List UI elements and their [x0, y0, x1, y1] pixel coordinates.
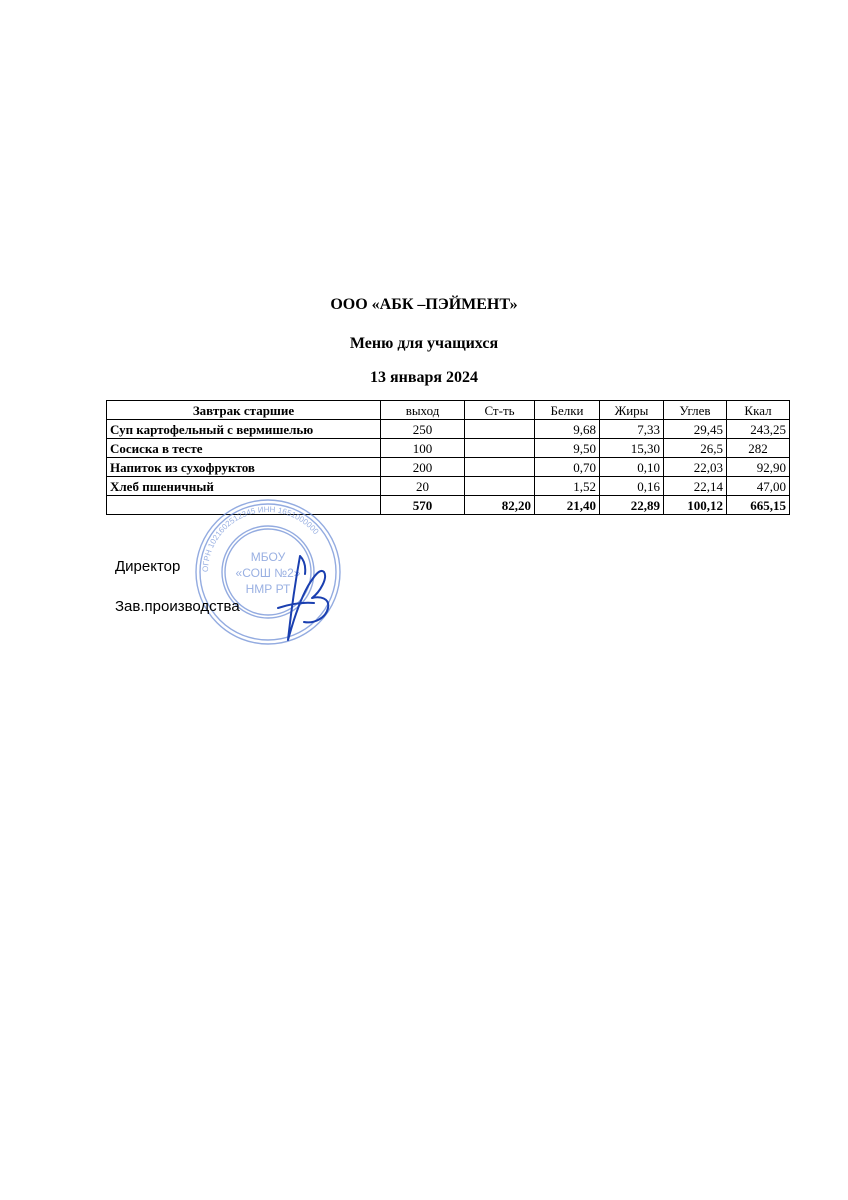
col-header-protein: Белки — [535, 401, 600, 420]
dish-cost — [465, 439, 535, 458]
organization-name: ООО «АБК –ПЭЙМЕНТ» — [330, 296, 518, 313]
col-header-carbs: Углев — [664, 401, 727, 420]
dish-fat: 0,16 — [600, 477, 664, 496]
dish-protein: 9,50 — [535, 439, 600, 458]
total-fat: 22,89 — [600, 496, 664, 515]
dish-kcal: 243,25 — [727, 420, 790, 439]
stamp-inner-line-3: НМР РТ — [245, 582, 291, 596]
production-manager-label: Зав.производства — [115, 598, 240, 615]
total-carbs: 100,12 — [664, 496, 727, 515]
table-row — [107, 420, 790, 439]
dish-kcal: 282 — [727, 439, 790, 458]
dish-cost — [465, 458, 535, 477]
stamp-ring-text: ОГРН 1021602512345 ИНН 1651000000 — [200, 504, 321, 573]
dish-name: Напиток из сухофруктов — [107, 458, 381, 477]
dish-name: Хлеб пшеничный — [107, 477, 381, 496]
dish-name: Сосиска в тесте — [107, 439, 381, 458]
total-cost: 82,20 — [465, 496, 535, 515]
total-kcal: 665,15 — [727, 496, 790, 515]
stamp-inner-line-2: «СОШ №2» — [235, 566, 301, 580]
stamp-inner-line-1: МБОУ — [250, 550, 286, 564]
table-row — [107, 458, 790, 477]
menu-date: 13 января 2024 — [369, 369, 479, 386]
dish-protein: 1,52 — [535, 477, 600, 496]
dish-output: 200 — [381, 458, 465, 477]
table-row — [107, 439, 790, 458]
total-output: 570 — [381, 496, 465, 515]
dish-output: 250 — [381, 420, 465, 439]
col-header-meal: Завтрак старшие — [107, 401, 381, 420]
table-header-row — [107, 401, 790, 420]
dish-fat: 7,33 — [600, 420, 664, 439]
dish-output: 100 — [381, 439, 465, 458]
total-protein: 21,40 — [535, 496, 600, 515]
dish-kcal: 92,90 — [727, 458, 790, 477]
dish-carbs: 26,5 — [664, 439, 727, 458]
dish-cost — [465, 420, 535, 439]
col-header-output: выход — [381, 401, 465, 420]
director-label: Директор — [115, 558, 181, 575]
dish-carbs: 22,14 — [664, 477, 727, 496]
col-header-cost: Ст-ть — [465, 401, 535, 420]
dish-carbs: 29,45 — [664, 420, 727, 439]
table-row — [107, 477, 790, 496]
dish-output: 20 — [381, 477, 465, 496]
col-header-kcal: Ккал — [727, 401, 790, 420]
col-header-fat: Жиры — [600, 401, 664, 420]
dish-name: Суп картофельный с вермишелью — [107, 420, 381, 439]
document-subtitle: Меню для учащихся — [349, 335, 499, 352]
dish-fat: 0,10 — [600, 458, 664, 477]
handwritten-signature-icon — [270, 548, 340, 648]
dish-protein: 9,68 — [535, 420, 600, 439]
dish-fat: 15,30 — [600, 439, 664, 458]
dish-kcal: 47,00 — [727, 477, 790, 496]
dish-cost — [465, 477, 535, 496]
dish-carbs: 22,03 — [664, 458, 727, 477]
dish-protein: 0,70 — [535, 458, 600, 477]
